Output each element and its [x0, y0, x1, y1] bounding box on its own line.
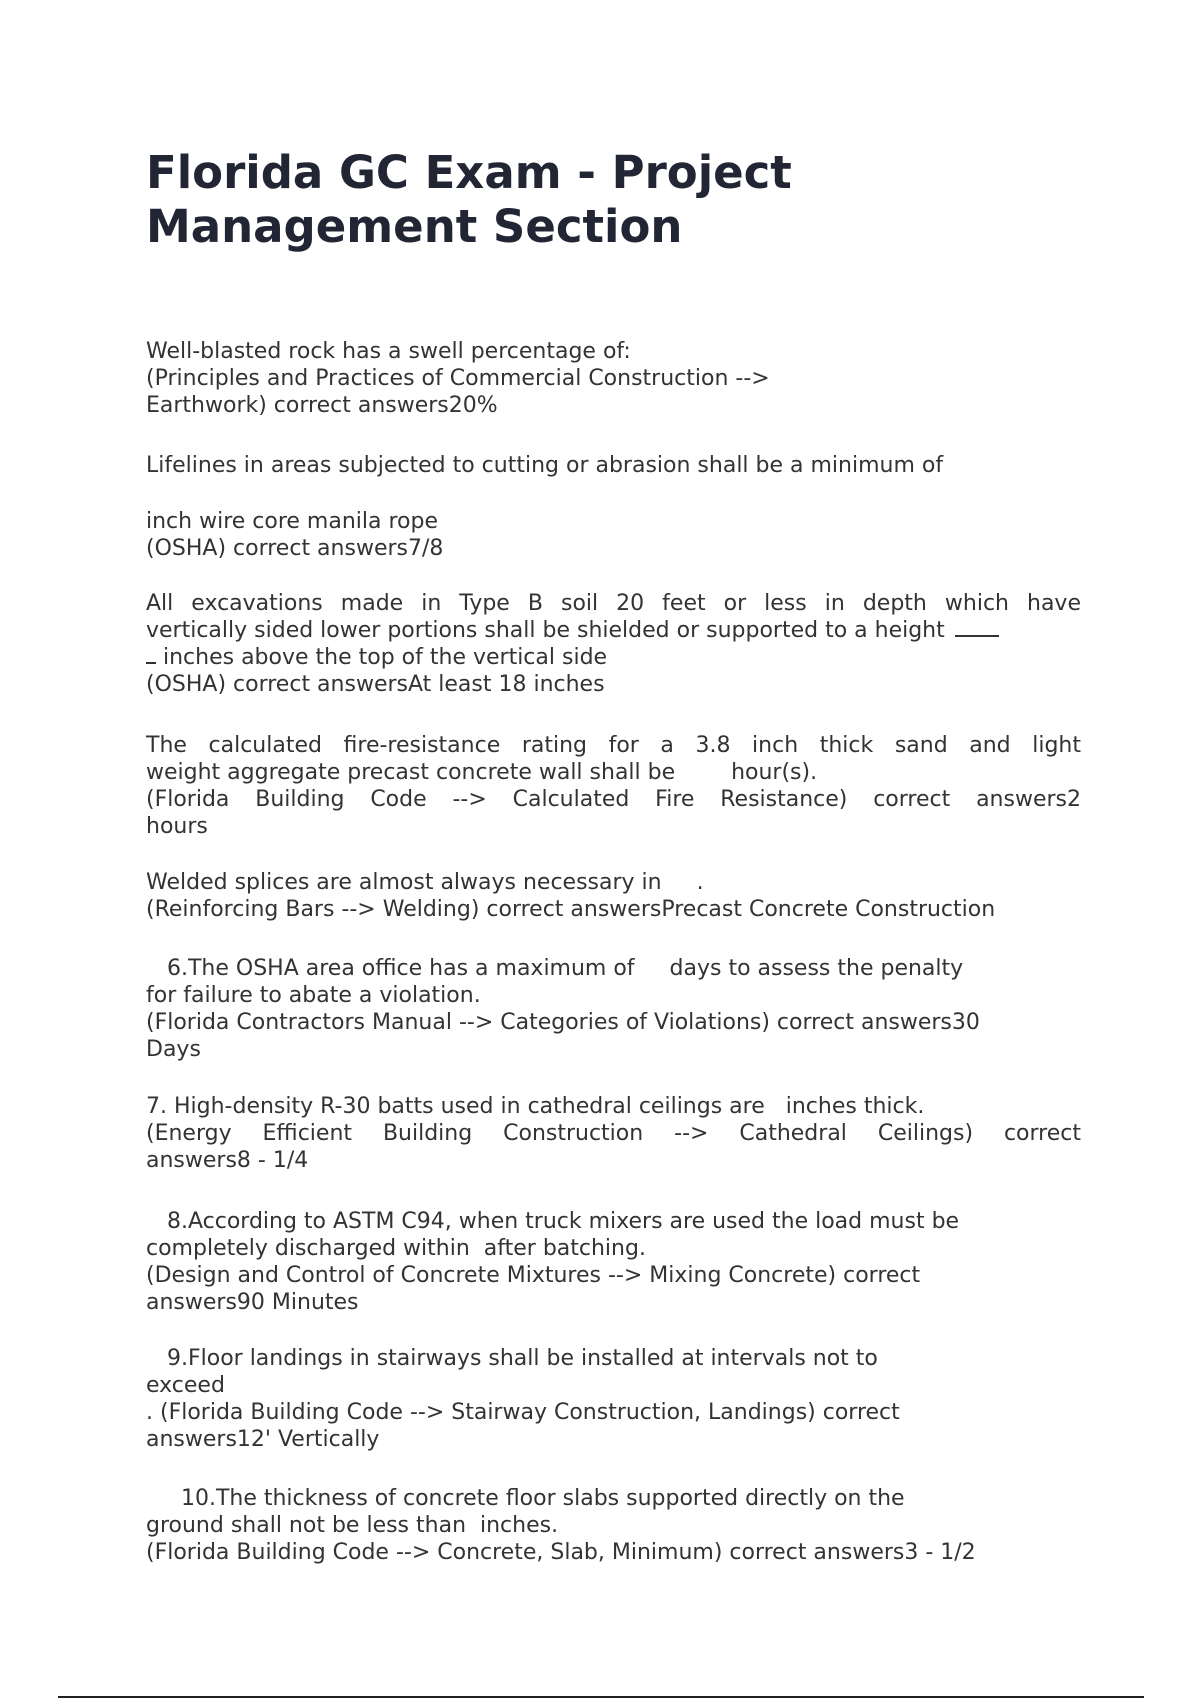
question-source: (Florida Contractors Manual --> Categories of Violations) correct answers30: [146, 1010, 980, 1035]
answer-blank: [955, 617, 999, 637]
question-text: 10.The thickness of concrete floor slabs supported directly on the: [146, 1486, 905, 1511]
question-answer: (Reinforcing Bars --> Welding) correct answersPrecast Concrete Construction: [146, 897, 996, 922]
question-text-cont: completely discharged within after batching.: [146, 1236, 646, 1261]
question-text: 8.According to ASTM C94, when truck mixers are used the load must be: [146, 1209, 960, 1234]
question-answer: answers90 Minutes: [146, 1290, 359, 1315]
question-answer: (Florida Building Code --> Concrete, Slab, Minimum) correct answers3 - 1/2: [146, 1540, 976, 1565]
question-text: All excavations made in Type B soil 20 feet or less in depth which have: [146, 591, 1081, 616]
question-text: 6.The OSHA area office has a maximum of days to assess the penalty: [146, 956, 964, 981]
question-1: [146, 338, 1081, 419]
question-text: Welded splices are almost always necessary in .: [146, 870, 704, 895]
question-answer: (OSHA) correct answersAt least 18 inches: [146, 672, 605, 697]
question-answer: (OSHA) correct answers7/8: [146, 536, 444, 561]
question-10: [146, 1485, 1081, 1566]
question-source: (Principles and Practices of Commercial Construction -->: [146, 366, 770, 391]
question-5: [146, 869, 1081, 923]
question-7: [146, 1093, 1081, 1174]
question-text: 7. High-density R-30 batts used in cathedral ceilings are inches thick.: [146, 1094, 925, 1119]
question-answer: Days: [146, 1037, 201, 1062]
question-text-cont: weight aggregate precast concrete wall shall be hour(s).: [146, 760, 818, 785]
question-3: [146, 590, 1081, 698]
question-source: . (Florida Building Code --> Stairway Construction, Landings) correct: [146, 1400, 900, 1425]
question-source: (Design and Control of Concrete Mixtures --> Mixing Concrete) correct: [146, 1263, 921, 1288]
question-source: (Energy Efficient Building Construction --> Cathedral Ceilings) correct: [146, 1121, 1081, 1146]
question-answer: answers8 - 1/4: [146, 1148, 309, 1173]
answer-blank: [146, 644, 156, 664]
question-text-cont: exceed: [146, 1373, 225, 1398]
question-4: [146, 732, 1081, 840]
question-text: The calculated fire-resistance rating for a 3.8 inch thick sand and light: [146, 733, 1081, 758]
question-text-cont: ground shall not be less than inches.: [146, 1513, 559, 1538]
question-text-cont: vertically sided lower portions shall be shielded or supported to a height: [146, 618, 945, 643]
question-answer: hours: [146, 814, 208, 839]
question-text-cont: [146, 617, 1081, 644]
page-title: Florida GC Exam - Project Management Section: [146, 146, 792, 253]
question-source: (Florida Building Code --> Calculated Fire Resistance) correct answers2: [146, 787, 1081, 812]
question-text-cont: inches above the top of the vertical side: [156, 645, 608, 670]
question-text-cont: [146, 644, 1081, 671]
question-text-cont: for failure to abate a violation.: [146, 983, 481, 1008]
footer-divider: [58, 1696, 1144, 1698]
question-answer: Earthwork) correct answers20%: [146, 393, 498, 418]
question-9: [146, 1345, 1081, 1453]
question-8: [146, 1208, 1081, 1316]
question-text: Well-blasted rock has a swell percentage of:: [146, 339, 631, 364]
question-text: 9.Floor landings in stairways shall be installed at intervals not to: [146, 1346, 878, 1371]
question-6: [146, 955, 1081, 1063]
question-2: [146, 452, 1081, 562]
question-text: Lifelines in areas subjected to cutting or abrasion shall be a minimum of: [146, 453, 944, 478]
question-text-cont: inch wire core manila rope: [146, 509, 439, 534]
question-answer: answers12' Vertically: [146, 1427, 380, 1452]
